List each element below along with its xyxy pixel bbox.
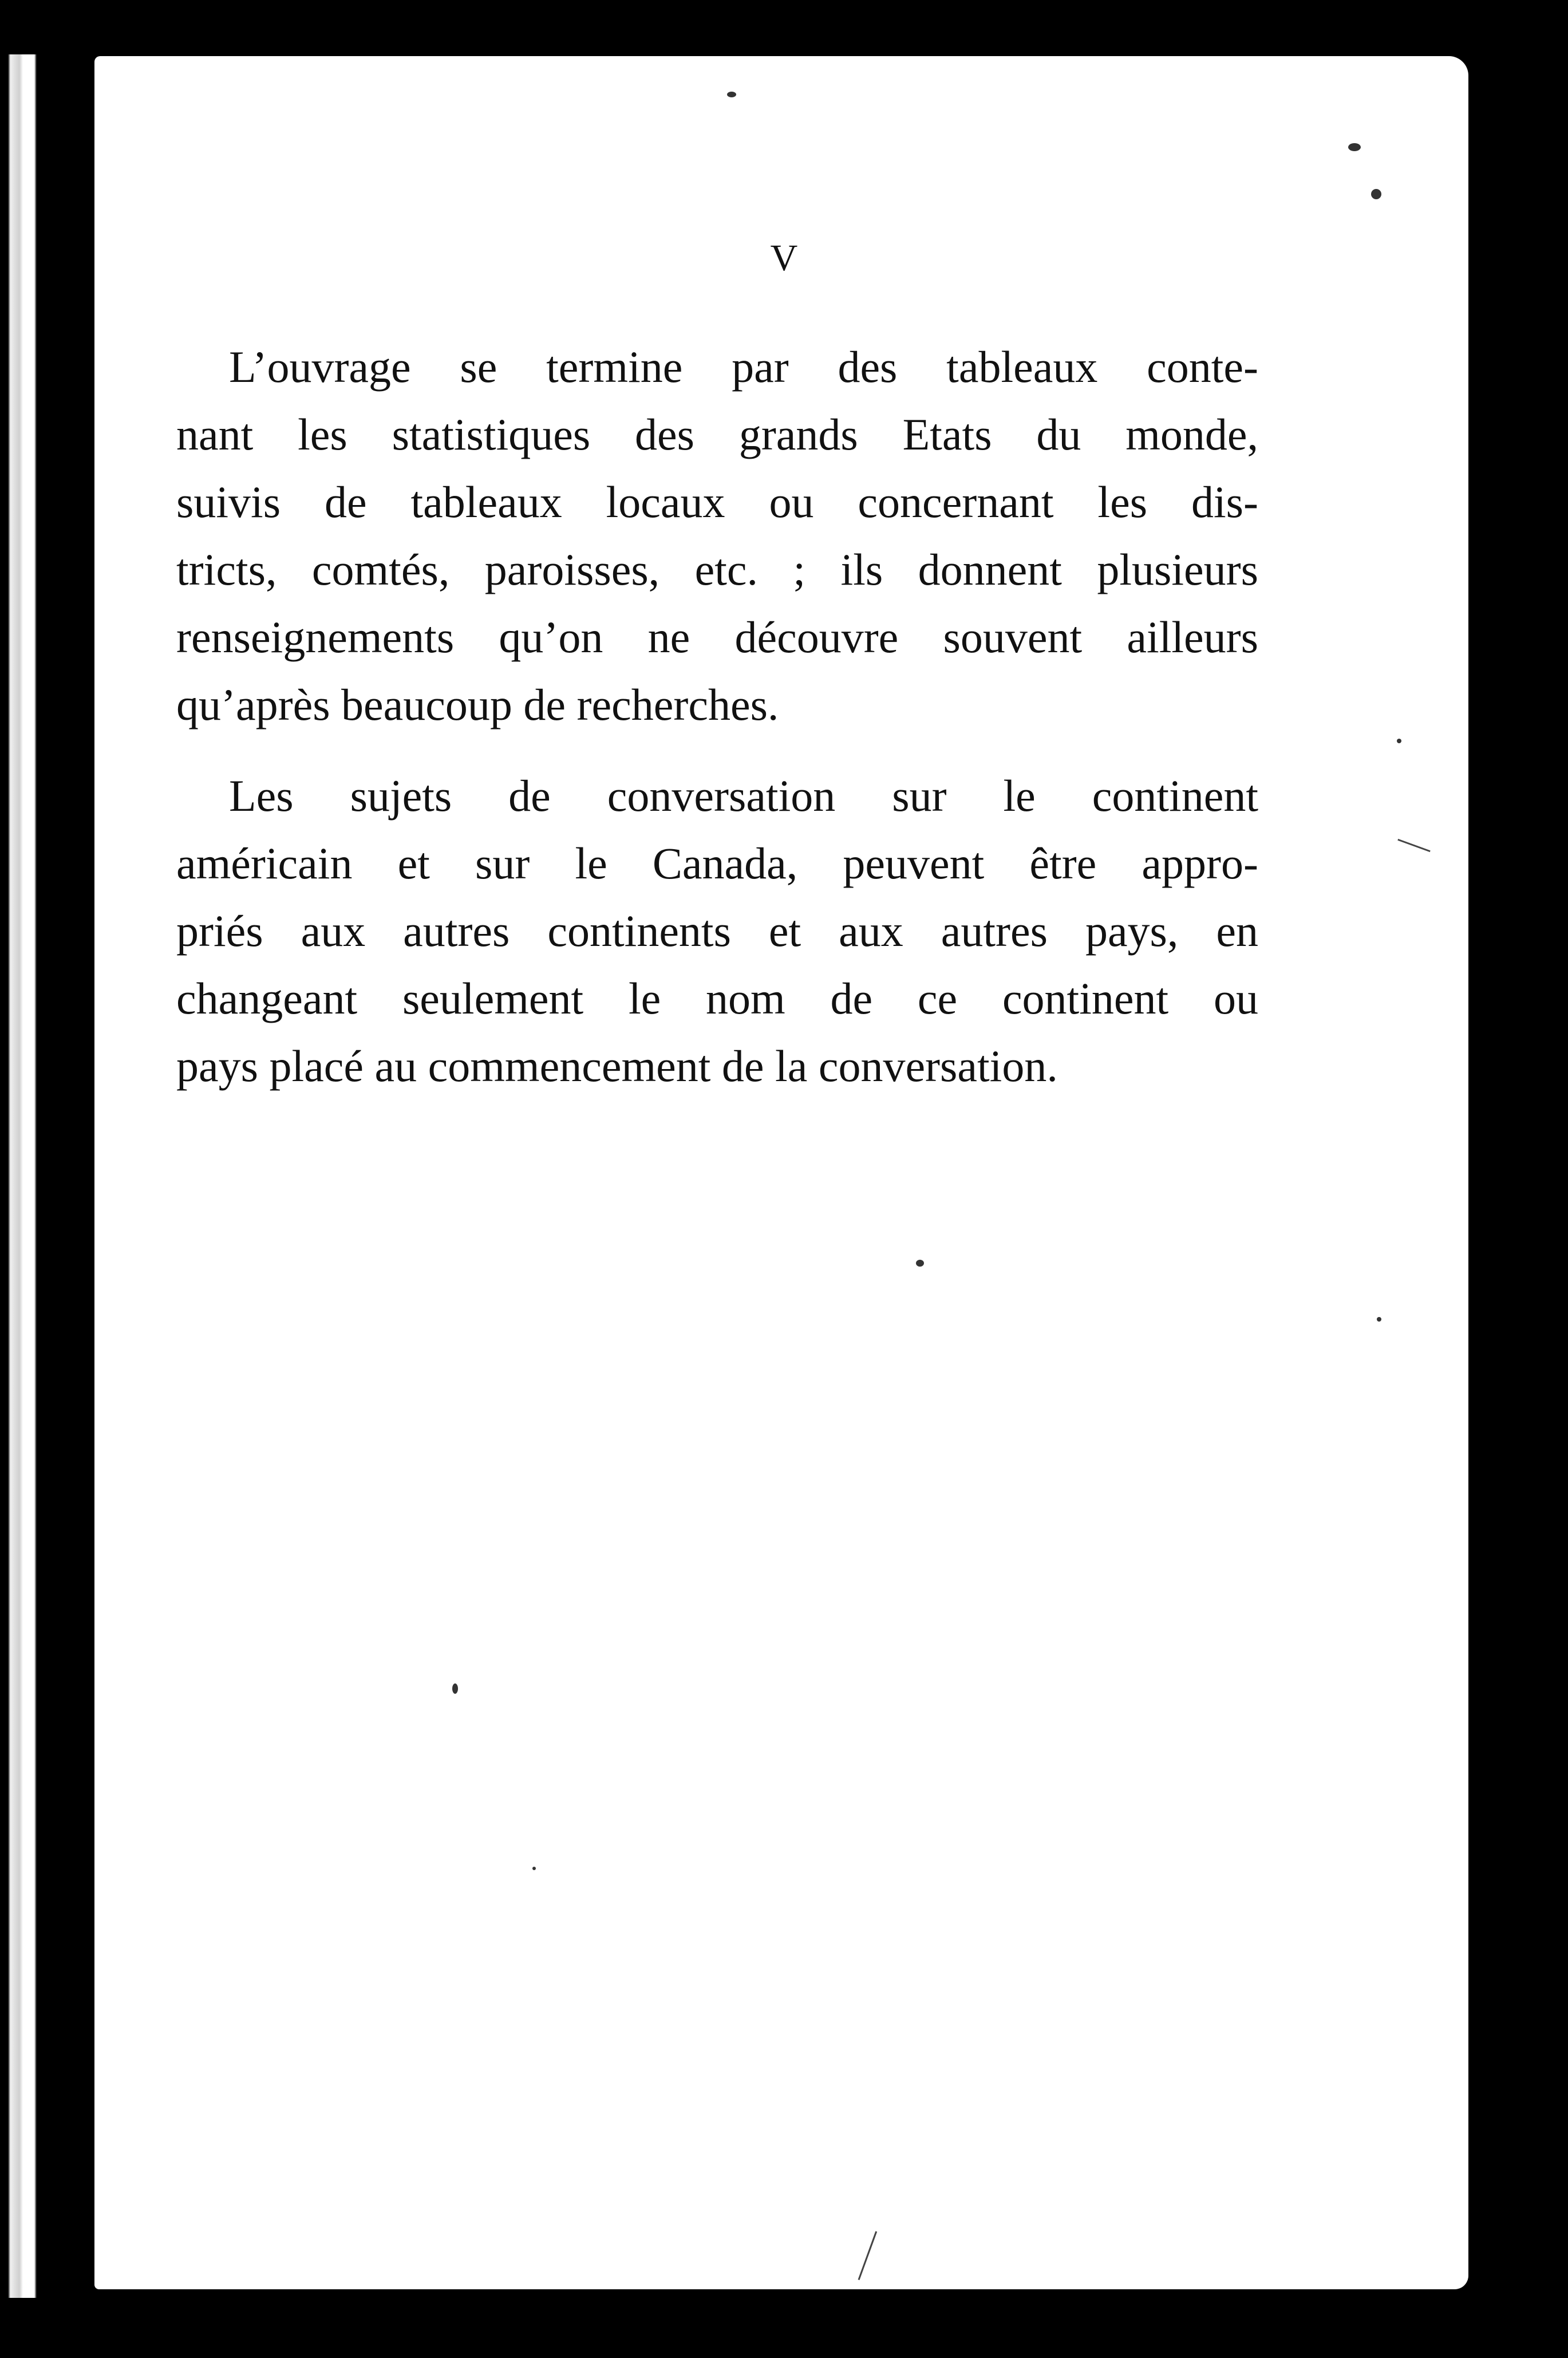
scan-speck	[1348, 143, 1361, 151]
paragraph-1-line: suivis de tableaux locaux ou concernant les dis-	[176, 477, 1258, 527]
page-edge-strip	[0, 54, 45, 2298]
scan-speck	[916, 1260, 924, 1267]
scan-speck	[1397, 739, 1401, 743]
paragraph-2-line: américain et sur le Canada, peuvent être appro-	[176, 838, 1258, 888]
paragraph-1-line: tricts, comtés, paroisses, etc. ; ils donnent plusieurs	[176, 545, 1258, 594]
page-number: V	[770, 237, 798, 279]
paragraph-1-line: renseignements qu’on ne découvre souvent ailleurs	[176, 612, 1258, 662]
paragraph-2-line: changeant seulement le nom de ce continent ou	[176, 973, 1258, 1023]
paragraph-2-line: priés aux autres continents et aux autres pays, en	[176, 906, 1258, 956]
paragraph-2-line: Les sujets de conversation sur le continent	[229, 771, 1258, 821]
paragraph-1	[176, 333, 1258, 739]
paragraph-1-line: nant les statistiques des grands Etats du monde,	[176, 409, 1258, 459]
scan-speck	[452, 1683, 458, 1694]
paragraph-1-line: L’ouvrage se termine par des tableaux conte-	[229, 342, 1258, 392]
paragraph-2	[176, 762, 1258, 1100]
scan-speck	[727, 92, 736, 97]
paragraph-2-line: pays placé au commencement de la conversation.	[176, 1041, 1058, 1091]
scan-speck	[1377, 1317, 1381, 1322]
scan-speck	[1371, 189, 1381, 199]
paragraph-1-line: qu’après beaucoup de recherches.	[176, 680, 779, 730]
scan-speck	[532, 1867, 536, 1870]
